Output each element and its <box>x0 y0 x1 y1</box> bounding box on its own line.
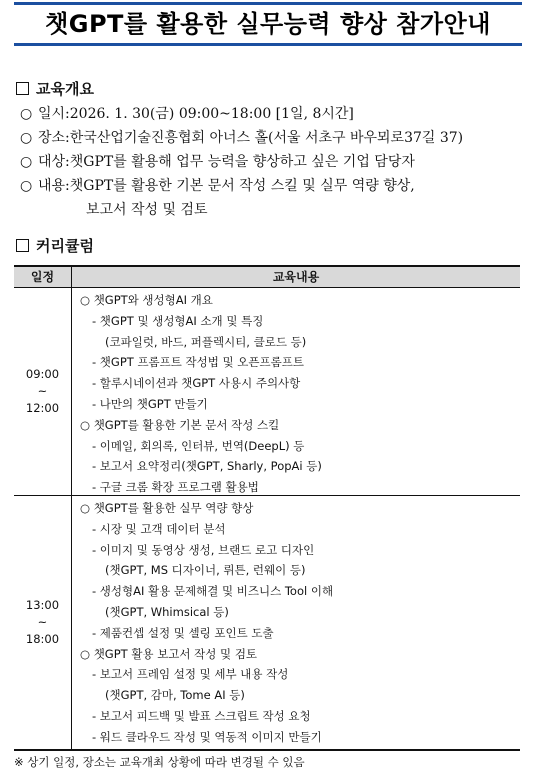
footnote: ※ 상기 일정, 장소는 교육개최 상황에 따라 변경될 수 있음 <box>14 755 305 769</box>
topic-item: - 할루시네이션과 챗GPT 사용시 주의사항 <box>92 376 301 391</box>
overview-item-target <box>20 150 415 174</box>
overview-label: 대상: <box>38 154 70 170</box>
time-start: 09:00 <box>25 367 60 381</box>
time-cell <box>14 288 72 495</box>
topic-item-detail: (챗GPT, MS 디자이너, 뤼튼, 런웨이 등) <box>105 563 306 578</box>
content-cell <box>80 290 510 498</box>
circle-bullet-icon: ○ <box>20 178 33 194</box>
overview-text: 2026. 1. 30(금) 09:00~18:00 [1일, 8시간] <box>69 106 354 122</box>
time-separator: ~ <box>37 384 48 398</box>
topic-item: - 워드 클라우드 작성 및 역동적 이미지 만들기 <box>92 729 322 744</box>
time-separator: ~ <box>37 615 48 629</box>
table-header-row <box>14 265 520 288</box>
overview-label: 장소: <box>38 130 70 146</box>
topic-heading: ○ 챗GPT를 활용한 기본 문서 작성 스킬 <box>80 417 280 432</box>
checkbox-square-icon <box>16 239 29 252</box>
topic-item-detail: (챗GPT, Whimsical 등) <box>105 604 229 619</box>
topic-item: - 보고서 프레임 설정 및 세부 내용 작성 <box>92 667 289 682</box>
overview-content-continuation: 보고서 작성 및 검토 <box>86 202 208 218</box>
topic-item: - 나만의 챗GPT 만들기 <box>92 396 208 411</box>
topic-heading: ○ 챗GPT 활용 보고서 작성 및 검토 <box>80 646 258 661</box>
topic-item: - 제품컨셉 설정 및 셀링 포인트 도출 <box>92 625 274 640</box>
overview-text: 챗GPT를 활용한 기본 문서 작성 스킬 및 실무 역량 향상, <box>69 178 415 194</box>
topic-item: - 시장 및 고객 데이터 분석 <box>92 521 226 536</box>
circle-bullet-icon: ○ <box>20 106 33 122</box>
time-cell <box>14 496 72 749</box>
overview-label: 내용: <box>38 178 70 194</box>
overview-text: 한국산업기술진흥협회 아너스 홀(서울 서초구 바우뫼로37길 37) <box>69 130 464 146</box>
topic-item: - 보고서 피드백 및 발표 스크립트 작성 요청 <box>92 708 311 723</box>
overview-item-date <box>20 102 354 126</box>
curriculum-heading <box>16 235 94 256</box>
overview-heading <box>16 78 94 99</box>
topic-heading: ○ 챗GPT를 활용한 실무 역량 향상 <box>80 501 254 515</box>
time-end: 12:00 <box>25 401 60 415</box>
overview-text: 챗GPT를 활용해 업무 능력을 향상하고 싶은 기업 담당자 <box>69 154 415 170</box>
checkbox-square-icon <box>16 82 29 95</box>
table-header-schedule: 일정 <box>14 267 72 287</box>
time-end: 18:00 <box>25 632 60 646</box>
topic-item: - 생성형AI 활용 문제해결 및 비즈니스 Tool 이해 <box>92 584 334 599</box>
table-row <box>14 288 520 496</box>
overview-heading-text: 교육개요 <box>36 80 94 98</box>
circle-bullet-icon: ○ <box>20 130 33 146</box>
topic-item: - 구글 크롬 확장 프로그램 활용법 <box>92 480 259 495</box>
topic-item-detail: (챗GPT, 감마, Tome AI 등) <box>105 688 245 703</box>
table-row <box>14 496 520 751</box>
curriculum-heading-text: 커리큘럼 <box>36 237 94 255</box>
overview-label: 일시: <box>38 106 70 122</box>
topic-item: - 이미지 및 동영상 생성, 브랜드 로고 디자인 <box>92 542 315 557</box>
overview-item-content <box>20 174 415 198</box>
topic-heading: ○ 챗GPT와 생성형AI 개요 <box>80 293 213 307</box>
topic-item: - 챗GPT 프롬프트 작성법 및 오픈프롬프트 <box>92 355 304 370</box>
title-bottom-rule <box>14 43 522 46</box>
circle-bullet-icon: ○ <box>20 154 33 170</box>
curriculum-table <box>14 265 520 749</box>
title-banner <box>14 2 522 46</box>
content-cell <box>80 498 510 748</box>
topic-item: - 이메일, 회의록, 인터뷰, 번역(DeepL) 등 <box>92 438 305 453</box>
topic-item-detail: (코파일럿, 바드, 퍼플렉시티, 클로드 등) <box>105 334 307 349</box>
overview-item-place <box>20 126 463 150</box>
table-header-content: 교육내용 <box>272 270 320 284</box>
page-title: 챗GPT를 활용한 실무능력 향상 참가안내 <box>45 10 491 38</box>
time-start: 13:00 <box>25 598 60 612</box>
topic-item: - 챗GPT 및 생성형AI 소개 및 특징 <box>92 313 264 328</box>
topic-item: - 보고서 요약정리(챗GPT, Sharly, PopAi 등) <box>92 459 322 474</box>
